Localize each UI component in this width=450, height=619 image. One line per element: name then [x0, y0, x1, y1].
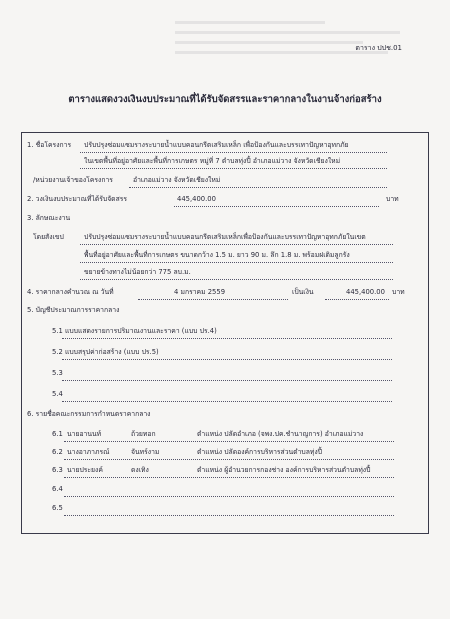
- item3-label: 3. ลักษณะงาน: [27, 214, 71, 222]
- dotted-line: [64, 477, 394, 478]
- item2-label: 2. วงเงินงบประมาณที่ได้รับจัดสรร: [27, 195, 128, 203]
- committee-number: 6.1: [52, 430, 63, 438]
- dotted-line: [64, 496, 394, 497]
- item4-date: 4 มกราคม 2559: [174, 288, 226, 296]
- item1-agency-value: อำเภอแม่วาง จังหวัดเชียงใหม่: [133, 176, 221, 184]
- dotted-line: [80, 152, 387, 153]
- dotted-line: [80, 279, 393, 280]
- dotted-line: [80, 244, 393, 245]
- item3-line3: ขยายข้างทางไม่น้อยกว่า 775 ลบ.ม.: [84, 268, 191, 276]
- committee-surname: ดงเทิง: [131, 466, 149, 474]
- dotted-line: [64, 441, 394, 442]
- item4-label: 4. ราคากลางคำนวณ ณ วันที่: [27, 288, 114, 296]
- item1-agency-label: /หน่วยงานเจ้าของโครงการ: [33, 176, 113, 184]
- item4-value: 445,400.00: [346, 288, 385, 296]
- committee-position: ตำแหน่ง ผู้อำนวยการกองช่าง องค์การบริหารส่วนตำบลทุ่งปี้: [197, 466, 371, 474]
- committee-name: นายประยงค์: [67, 466, 103, 474]
- document-heading: ตารางแสดงวงเงินงบประมาณที่ได้รับจัดสรรและราคากลางในงานจ้างก่อสร้าง: [68, 94, 382, 105]
- dotted-line: [129, 187, 387, 188]
- dotted-line: [64, 459, 394, 460]
- item3-line2: พื้นที่อยู่อาศัยและพื้นที่การเกษตร ขนาดกว้าง 1.5 ม. ยาว 90 ม. ลึก 1.8 ม. พร้อมฝเติมลูกรัง: [84, 251, 350, 259]
- item4-unit: บาท: [392, 288, 405, 296]
- committee-name: นางอาภาภรณ์: [67, 448, 110, 456]
- item6-label: 6. รายชื่อคณะกรรมการกำหนดราคากลาง: [27, 410, 151, 418]
- item1-label: 1. ชื่อโครงการ: [27, 141, 72, 149]
- item1-line2: ในเขตพื้นที่อยู่อาศัยและพื้นที่การเกษตร หมู่ที่ 7 ตำบลทุ่งปี้ อำเภอแม่วาง จังหวัดเชียงใหม่: [84, 157, 341, 165]
- item5-label: 5. บัญชีประมาณการราคากลาง: [27, 306, 120, 314]
- item5-row: 5.4: [52, 390, 63, 398]
- committee-name: นายอานนท์: [67, 430, 102, 438]
- item4-mid: เป็นเงิน: [292, 288, 314, 296]
- dotted-line: [62, 380, 392, 381]
- item3-sub-label: โดยสังเขป: [33, 233, 64, 241]
- committee-number: 6.4: [52, 485, 63, 493]
- dotted-line: [62, 401, 392, 402]
- dotted-line: [62, 338, 392, 339]
- dotted-line: [174, 206, 379, 207]
- dotted-line: [138, 299, 288, 300]
- dotted-line: [80, 168, 387, 169]
- committee-surname: จันทร์งาม: [131, 448, 160, 456]
- committee-number: 6.5: [52, 504, 63, 512]
- dotted-line: [325, 299, 389, 300]
- committee-number: 6.3: [52, 466, 63, 474]
- item2-value: 445,400.00: [177, 195, 216, 203]
- dotted-line: [62, 359, 392, 360]
- form-code: ตาราง ปปช.01: [355, 44, 402, 52]
- committee-surname: ถ้วยทอก: [131, 430, 156, 438]
- committee-position: ตำแหน่ง ปลัดอำเภอ (จพง.ปค.ชำนาญการ) อำเภอแม่วาง: [197, 430, 364, 438]
- item1-line1: ปรับปรุงซ่อมแซมรางระบายน้ำแบบคอนกรีตเสริมเหล็ก เพื่อป้องกันและบรรเทาปัญหาอุทกภัย: [84, 141, 349, 149]
- dotted-line: [80, 262, 393, 263]
- item5-row: 5.3: [52, 369, 63, 377]
- dotted-line: [64, 515, 394, 516]
- committee-position: ตำแหน่ง ปลัดองค์การบริหารส่วนตำบลทุ่งปี้: [197, 448, 322, 456]
- committee-number: 6.2: [52, 448, 63, 456]
- item3-line1: ปรับปรุงซ่อมแซมรางระบายน้ำแบบคอนกรีตเสริมเหล็กเพื่อป้องกันและบรรเทาปัญหาอุทกภัยในเขต: [84, 233, 366, 241]
- item5-row: 5.1 แบบแสดงรายการปริมาณงานและราคา (แบบ ปร.4): [52, 327, 217, 335]
- item2-unit: บาท: [386, 195, 399, 203]
- item5-row: 5.2 แบบสรุปค่าก่อสร้าง (แบบ ปร.5): [52, 348, 159, 356]
